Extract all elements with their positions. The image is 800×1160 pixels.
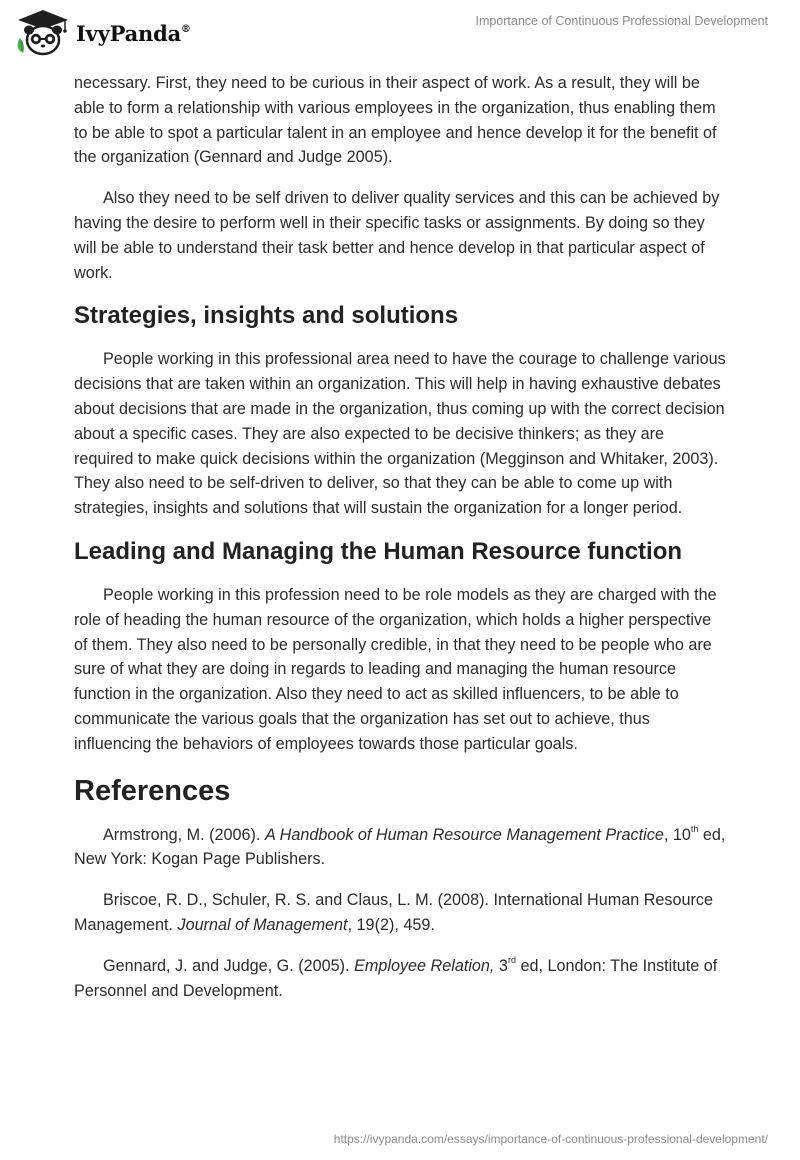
paragraph: necessary. First, they need to be curious in their aspect of work. As a result, they will be able to form a relationship with various employees in the organization, thus enabling them to be able to spot a particular talent in an employee and hence develop it for the benefit of the organization (Gennard and Judge 2005). xyxy=(74,74,717,167)
document-title: Importance of Continuous Professional Development xyxy=(475,14,768,28)
paragraph: Also they need to be self driven to deliver quality services and this can be achieved by having the desire to perform well in their specific tasks or assignments. By doing so they will be able to understand their task better and hence develop in that particular aspect of work. xyxy=(74,189,720,282)
essay-body xyxy=(74,71,726,1019)
reference-item: Armstrong, M. (2006). A Handbook of Human Resource Management Practice, 10th ed, New York: Kogan Page Publishers. xyxy=(74,823,726,869)
page-header xyxy=(0,0,800,70)
reference-item: Briscoe, R. D., Schuler, R. S. and Claus, L. M. (2008). International Human Resource Management. Journal of Management, 19(2), 459. xyxy=(74,891,714,934)
paragraph: People working in this profession need to be role models as they are charged with the role of heading the human resource of the organization, which holds a higher perspective of them. They also need to be personally credible, in that they need to be people who are sure of what they are doing in regards to leading and managing the human resource function in the organization. Also they need to act as skilled influencers, to be able to communicate the various goals that the organization has set out to achieve, thus influencing the behaviors of employees towards those particular goals. xyxy=(74,585,717,753)
references-heading: References xyxy=(74,774,231,807)
brand-name: IvyPanda® xyxy=(76,20,191,46)
paragraph: People working in this professional area need to have the courage to challenge various decisions that are taken within an organization. This will help in having exhaustive debates about decisions that are made in the organization, thus coming up with the correct decision about a specific cases. They are also expected to be decisive thinkers; as they are required to make quick decisions within the organization (Megginson and Whitaker, 2003). They also need to be self-driven to deliver, so that they can be able to come up with strategies, insights and solutions that will sustain the organization for a longer period. xyxy=(74,350,726,518)
reference-item: Gennard, J. and Judge, G. (2005). Employee Relation, 3rd ed, London: The Institute of Personnel and Development. xyxy=(74,954,718,1000)
source-url[interactable]: https://ivypanda.com/essays/importance-of-continuous-professional-development/ xyxy=(333,1132,768,1146)
panda-graduate-icon xyxy=(14,8,72,58)
section-heading: Leading and Managing the Human Resource function xyxy=(74,537,683,565)
section-heading: Strategies, insights and solutions xyxy=(74,302,459,330)
ivypanda-logo[interactable] xyxy=(14,8,191,58)
